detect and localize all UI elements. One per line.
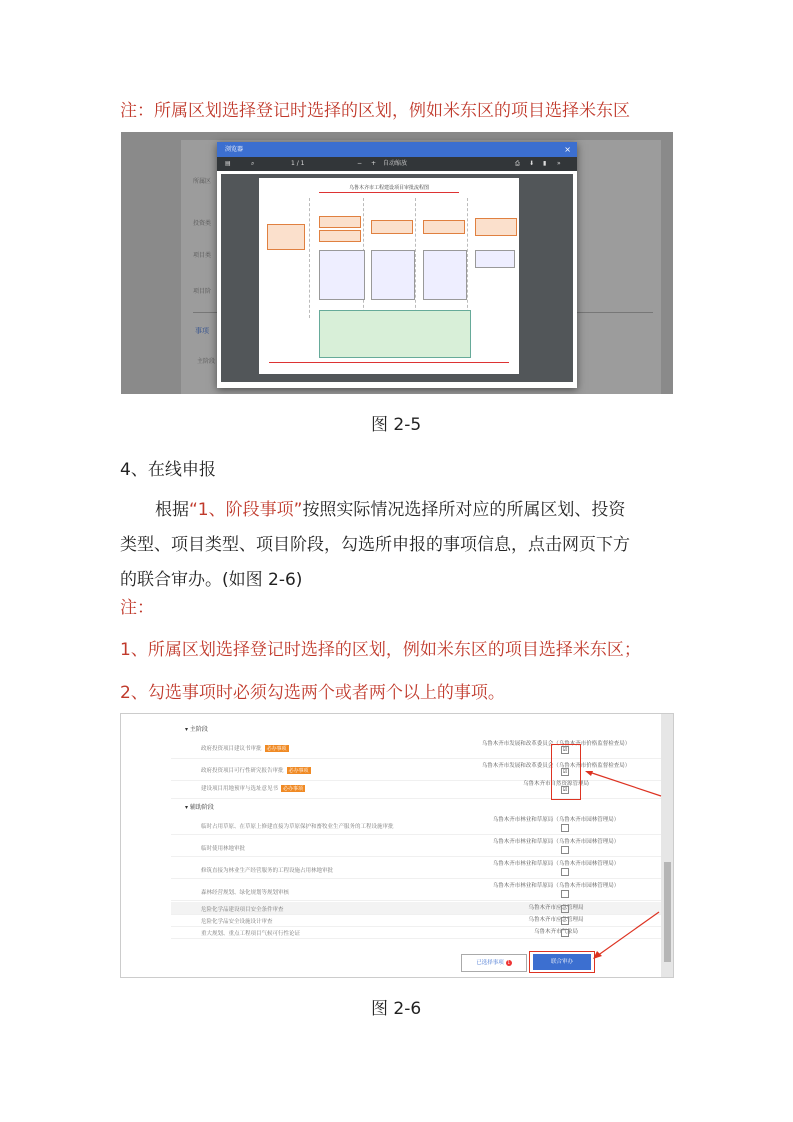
required-tag: 必办事项	[266, 746, 287, 752]
table-row[interactable]	[171, 814, 661, 835]
table-row[interactable]	[171, 880, 661, 901]
paragraph-line-2: 类型、项目类型、项目阶段，勾选所申报的事项信息，点击网页下方	[120, 535, 630, 555]
item-name: 政府投资项目可行性研究报告审批	[201, 768, 284, 774]
item-dept: 乌鲁木齐市自然资源管理局	[522, 781, 589, 787]
highlight-box-checkboxes	[551, 744, 581, 800]
item-name: 建设项目用地预审与选址意见书	[201, 786, 279, 792]
paragraph-highlight: “1、阶段事项”	[189, 500, 303, 520]
row-checkbox[interactable]	[561, 929, 569, 937]
pdf-toolbar	[217, 157, 577, 171]
pdf-page	[259, 178, 519, 374]
item-name: 重大规划、重点工程项目气候可行性论证	[201, 931, 301, 937]
item-dept: 乌鲁木齐市应急管理局	[528, 905, 584, 911]
note-2: 2、勾选事项时必须勾选两个或者两个以上的事项。	[120, 683, 505, 703]
note-top: 注：所属区划选择登记时选择的区划，例如米东区的项目选择米东区	[120, 101, 630, 121]
row-checkbox[interactable]: ☑	[562, 769, 568, 775]
caption-fig-2-5: 图 2-5	[371, 415, 422, 435]
bg-label: 投资类	[193, 220, 212, 227]
table-row[interactable]	[171, 858, 661, 879]
annotation-arrow	[583, 768, 663, 798]
paragraph-text: 根据	[155, 500, 189, 520]
item-dept: 乌鲁木齐市林业和草原局（乌鲁木齐市园林管理局）	[492, 817, 620, 823]
scrollbar[interactable]	[661, 714, 673, 977]
modal-header	[217, 142, 577, 157]
row-checkbox[interactable]: ☑	[562, 787, 568, 793]
scrollbar-thumb[interactable]	[664, 862, 671, 962]
item-name: 森林经营规划、绿化规划等规划审核	[201, 890, 290, 896]
close-icon[interactable]: ×	[564, 145, 571, 154]
item-dept: 乌鲁木齐市应急管理局	[528, 917, 584, 923]
item-name: 修筑直接为林业生产经营服务的工程设施占用林地审批	[201, 868, 334, 874]
paragraph-line-1	[155, 495, 625, 525]
bg-label: 所属区	[193, 178, 212, 185]
table-row[interactable]	[171, 926, 661, 939]
bg-label: 项目阶	[193, 288, 212, 295]
modal-title: 浏览器	[225, 146, 244, 153]
row-checkbox[interactable]	[561, 846, 569, 854]
flowchart-title: 乌鲁木齐市工程建设项目审批流程图	[348, 185, 429, 191]
more-icon[interactable]: »	[557, 160, 561, 167]
selected-items-label: 已选择事项	[476, 960, 504, 966]
pdf-canvas	[221, 174, 573, 382]
note-label: 注：	[120, 598, 154, 618]
screenshot-fig-2-5	[121, 132, 673, 394]
section-heading: 4、在线申报	[120, 460, 216, 480]
paragraph-text: 按照实际情况选择所对应的所属区划、投资	[302, 500, 626, 520]
row-checkbox[interactable]	[561, 905, 569, 913]
bg-label: 项目类	[193, 252, 212, 259]
item-dept: 乌鲁木齐市林业和草原局（乌鲁木齐市园林管理局）	[492, 839, 620, 845]
item-name: 危险化学品建设项目安全条件审查	[201, 907, 284, 913]
item-dept: 乌鲁木齐市林业和草原局（乌鲁木齐市园林管理局）	[492, 883, 620, 889]
page-number[interactable]: 1 / 1	[291, 160, 305, 167]
required-tag: 必办事项	[283, 786, 304, 792]
screenshot-fig-2-6	[120, 713, 674, 978]
selected-items-button[interactable]	[461, 954, 527, 972]
print-icon[interactable]: ⎙	[515, 160, 520, 167]
sidebar-toggle-icon[interactable]: ▤	[225, 160, 231, 167]
item-dept: 乌鲁木齐市气象局	[533, 929, 578, 935]
caption-fig-2-6: 图 2-6	[371, 999, 422, 1019]
item-dept: 乌鲁木齐市发展和改革委员会（乌鲁木齐市价格监督检查局）	[481, 741, 631, 747]
main-stage-title[interactable]: ▾ 主阶段	[185, 726, 208, 733]
required-tag: 必办事项	[288, 768, 309, 774]
zoom-out-icon[interactable]: −	[357, 160, 363, 167]
bg-label: 主阶段	[197, 358, 216, 365]
row-checkbox[interactable]	[561, 824, 569, 832]
item-name: 临时占用草原、在草原上修建直接为草原保护和畜牧业生产服务的工程设施审批	[201, 824, 394, 830]
selected-count-badge: 1	[507, 960, 511, 965]
row-checkbox[interactable]	[561, 917, 569, 925]
row-checkbox[interactable]	[561, 868, 569, 876]
item-dept: 乌鲁木齐市林业和草原局（乌鲁木齐市园林管理局）	[492, 861, 620, 867]
joint-review-button[interactable]: 联合审办	[533, 954, 591, 970]
search-icon[interactable]: ⌕	[251, 160, 255, 167]
highlight-box-button	[529, 951, 595, 973]
zoom-select[interactable]: 自动缩放	[383, 160, 408, 167]
table-row[interactable]	[171, 836, 661, 857]
item-name: 危险化学品安全设施设计审查	[201, 919, 273, 925]
bg-label: 事项	[195, 327, 209, 335]
download-icon[interactable]: ⬇	[529, 160, 535, 167]
row-checkbox[interactable]: ☑	[562, 747, 568, 753]
zoom-in-icon[interactable]: +	[371, 160, 377, 167]
annotation-arrow	[591, 910, 661, 960]
row-checkbox[interactable]	[561, 890, 569, 898]
table-row[interactable]	[171, 738, 661, 759]
item-name: 临时使用林地审批	[201, 846, 246, 852]
item-name: 政府投资项目建议书审批	[201, 746, 262, 752]
note-1: 1、所属区划选择登记时选择的区划，例如米东区的项目选择米东区；	[120, 640, 641, 660]
paragraph-line-3: 的联合审办。(如图 2-6)	[120, 570, 303, 590]
bookmark-icon[interactable]: ▮	[543, 160, 547, 167]
item-dept: 乌鲁木齐市发展和改革委员会（乌鲁木齐市价格监督检查局）	[481, 763, 631, 769]
aux-stage-title[interactable]: ▾ 辅助阶段	[185, 804, 214, 811]
pdf-preview-modal	[217, 142, 577, 388]
